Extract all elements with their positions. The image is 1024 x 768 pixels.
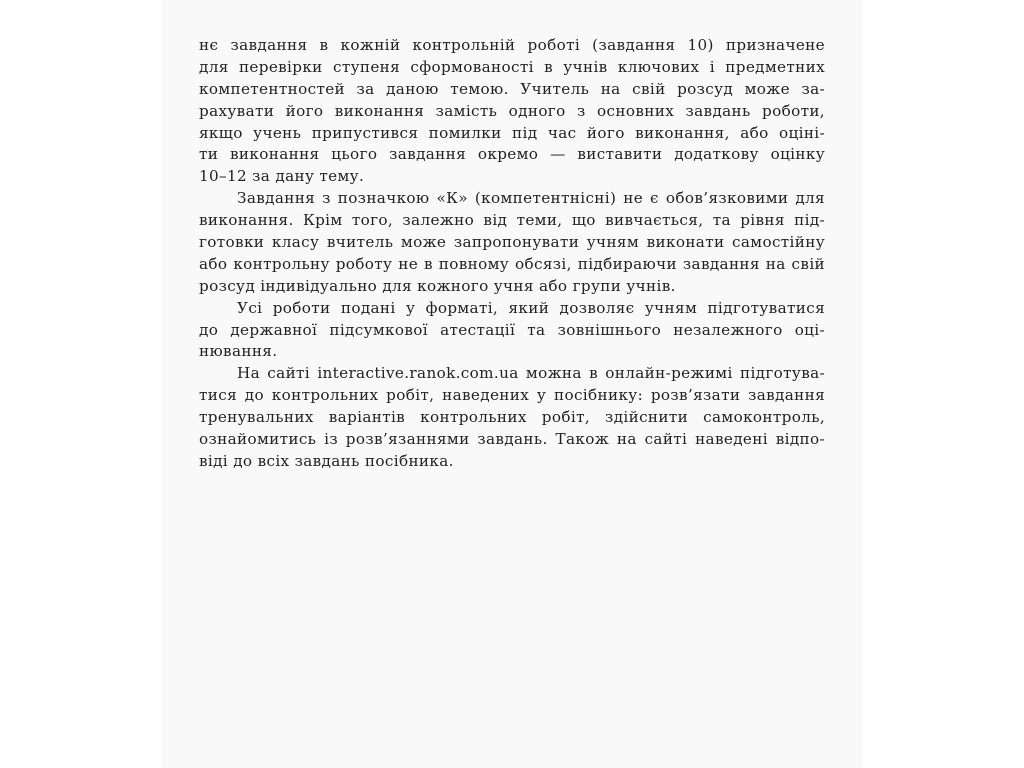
text-line: Завдання з позначкою «К» (компетентнісні) не є обов’язковими для — [237, 189, 825, 208]
text-line: виконання. Крім того, залежно від теми, що вивчається, та рівня під- — [199, 211, 825, 230]
text-line: до державної підсумкової атестації та зовнішнього незалежного оці- — [199, 320, 825, 339]
document-page — [162, 0, 862, 768]
text-line: компетентностей за даною темою. Учитель на свій розсуд може за- — [199, 79, 825, 98]
text-line: якщо учень припустився помилки під час його виконання, або оціні- — [199, 123, 825, 142]
text-line: Усі роботи подані у форматі, який дозволяє учням підготуватися — [237, 298, 825, 317]
paragraph — [199, 188, 825, 297]
paragraph — [199, 363, 825, 472]
text-line: для перевірки ступеня сформованості в учнів ключових і предметних — [199, 57, 825, 76]
text-line: тися до контрольних робіт, наведених у посібнику: розв’язати завдання — [199, 386, 825, 405]
text-line: тренувальних варіантів контрольних робіт, здійснити самоконтроль, — [199, 408, 825, 427]
text-line: рахувати його виконання замість одного з основних завдань роботи, — [199, 101, 825, 120]
paragraph — [199, 298, 825, 364]
text-line: готовки класу вчитель може запропонувати учням виконати самостійну — [199, 233, 825, 252]
text-line: нє завдання в кожній контрольній роботі (завдання 10) призначене — [199, 36, 825, 54]
body-text — [199, 35, 825, 473]
paragraph — [199, 35, 825, 188]
text-line: На сайті interactive.ranok.com.ua можна в онлайн-режимі підготува- — [237, 364, 825, 383]
text-line: ти виконання цього завдання окремо — виставити додаткову оцінку — [199, 145, 825, 164]
text-line: нювання. — [199, 342, 278, 361]
text-line: віді до всіх завдань посібника. — [199, 451, 454, 470]
text-line: 10–12 за дану тему. — [199, 167, 365, 186]
text-line: або контрольну роботу не в повному обсязі, підбираючи завдання на свій — [199, 254, 825, 273]
text-line: розсуд індивідуально для кожного учня або групи учнів. — [199, 276, 676, 295]
text-line: ознайомитись із розв’язаннями завдань. Також на сайті наведені відпо- — [199, 430, 825, 449]
